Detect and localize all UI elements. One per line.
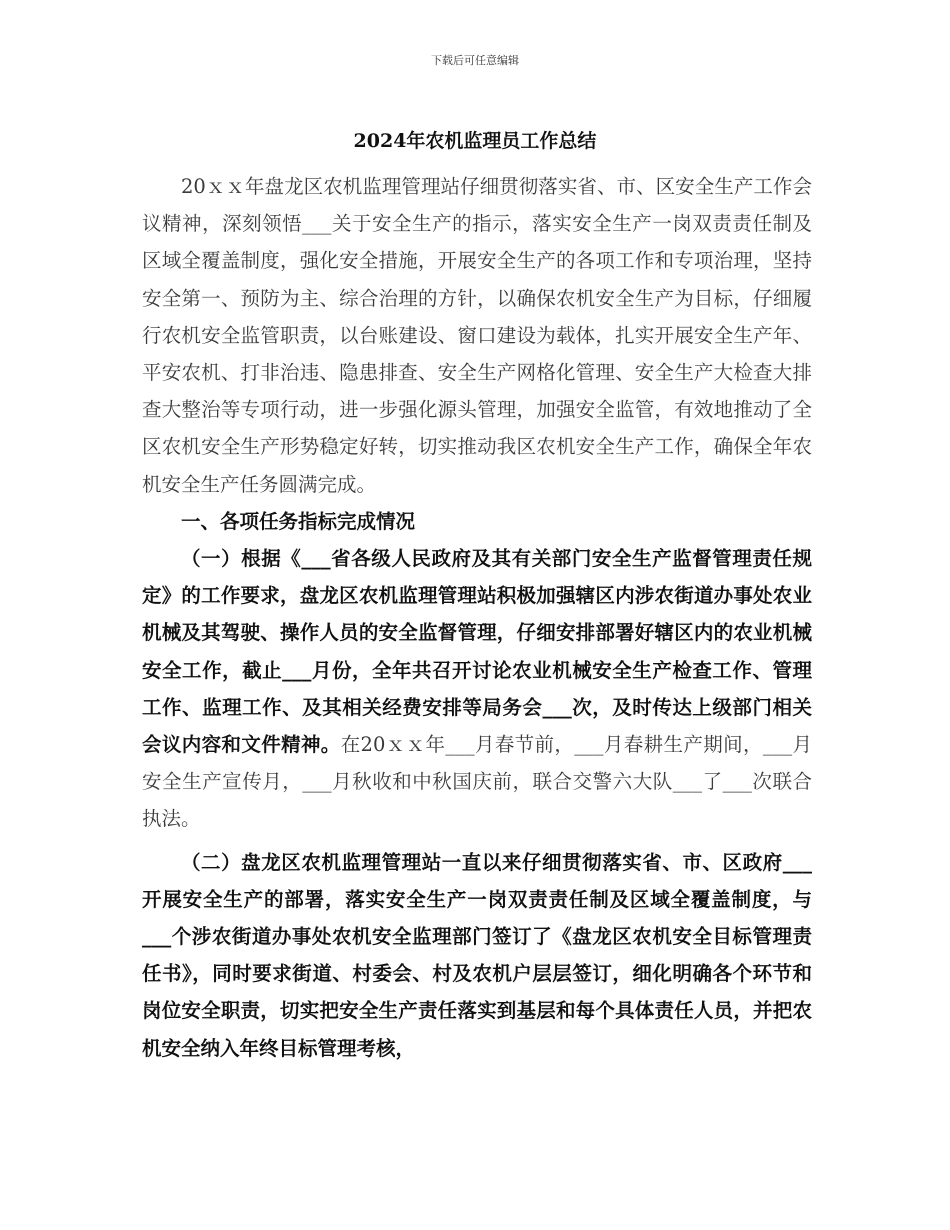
intro-paragraph: 20ｘｘ年盘龙区农机监理管理站仔细贯彻落实省、市、区安全生产工作会议精神，深刻领悟___关于安全生产的指示，落实安全生产一岗双责责任制及区域全覆盖制度，强化安全措施，开展安全生产的各项工作和专项治理，坚持安全第一、预防为主、综合治理的方针，以确保农机安全生产为目标，仔细履行农机安全监管职责，以台账建设、窗口建设为载体，扎实开展安全生产年、平安农机、打非治违、隐患排查、安全生产网格化管理、安全生产大检查大排查大整治等专项行动，进一步强化源头管理，加强安全监管，有效地推动了全区农机安全生产形势稳定好转，切实推动我区农机安全生产工作，确保全年农机安全生产任务圆满完成。: [142, 175, 812, 496]
item-1-normal-text: 在20ｘｘ年___月春节前，___月春耕生产期间，___月安全生产宣传月，___月秋收和中秋国庆前，联合交警六大队___了___次联合执法。: [142, 733, 812, 831]
document-title: 2024年农机监理员工作总结: [353, 130, 597, 152]
page-header-note: 下载后可任意编辑: [431, 54, 519, 67]
item-2-paragraph: （二）盘龙区农机监理管理站一直以来仔细贯彻落实省、市、区政府___开展安全生产的部署，落实安全生产一岗双责责任制及区域全覆盖制度，与___个涉农街道办事处农机安全监理部门签订了《盘龙区农机安全目标管理责任书》，同时要求街道、村委会、村及农机户层层签订，细化明确各个环节和岗位安全职责，切实把安全生产责任落实到基层和每个具体责任人员，并把农机安全纳入年终目标管理考核，: [142, 850, 812, 1060]
item-1-paragraph: [142, 540, 812, 838]
item-1-bold-text: （一）根据《___省各级人民政府及其有关部门安全生产监督管理责任规定》的工作要求，盘龙区农机监理管理站积极加强辖区内涉农街道办事处农业机械及其驾驶、操作人员的安全监督管理，仔细安排部署好辖区内的农业机械安全工作，截止___月份，全年共召开讨论农业机械安全生产检查工作、管理工作、监理工作、及其相关经费安排等局务会___次，及时传达上级部门相关会议内容和文件精神。: [142, 547, 812, 757]
document-body: [142, 168, 812, 1067]
section-heading-1: 一、各项任务指标完成情况: [181, 509, 416, 533]
